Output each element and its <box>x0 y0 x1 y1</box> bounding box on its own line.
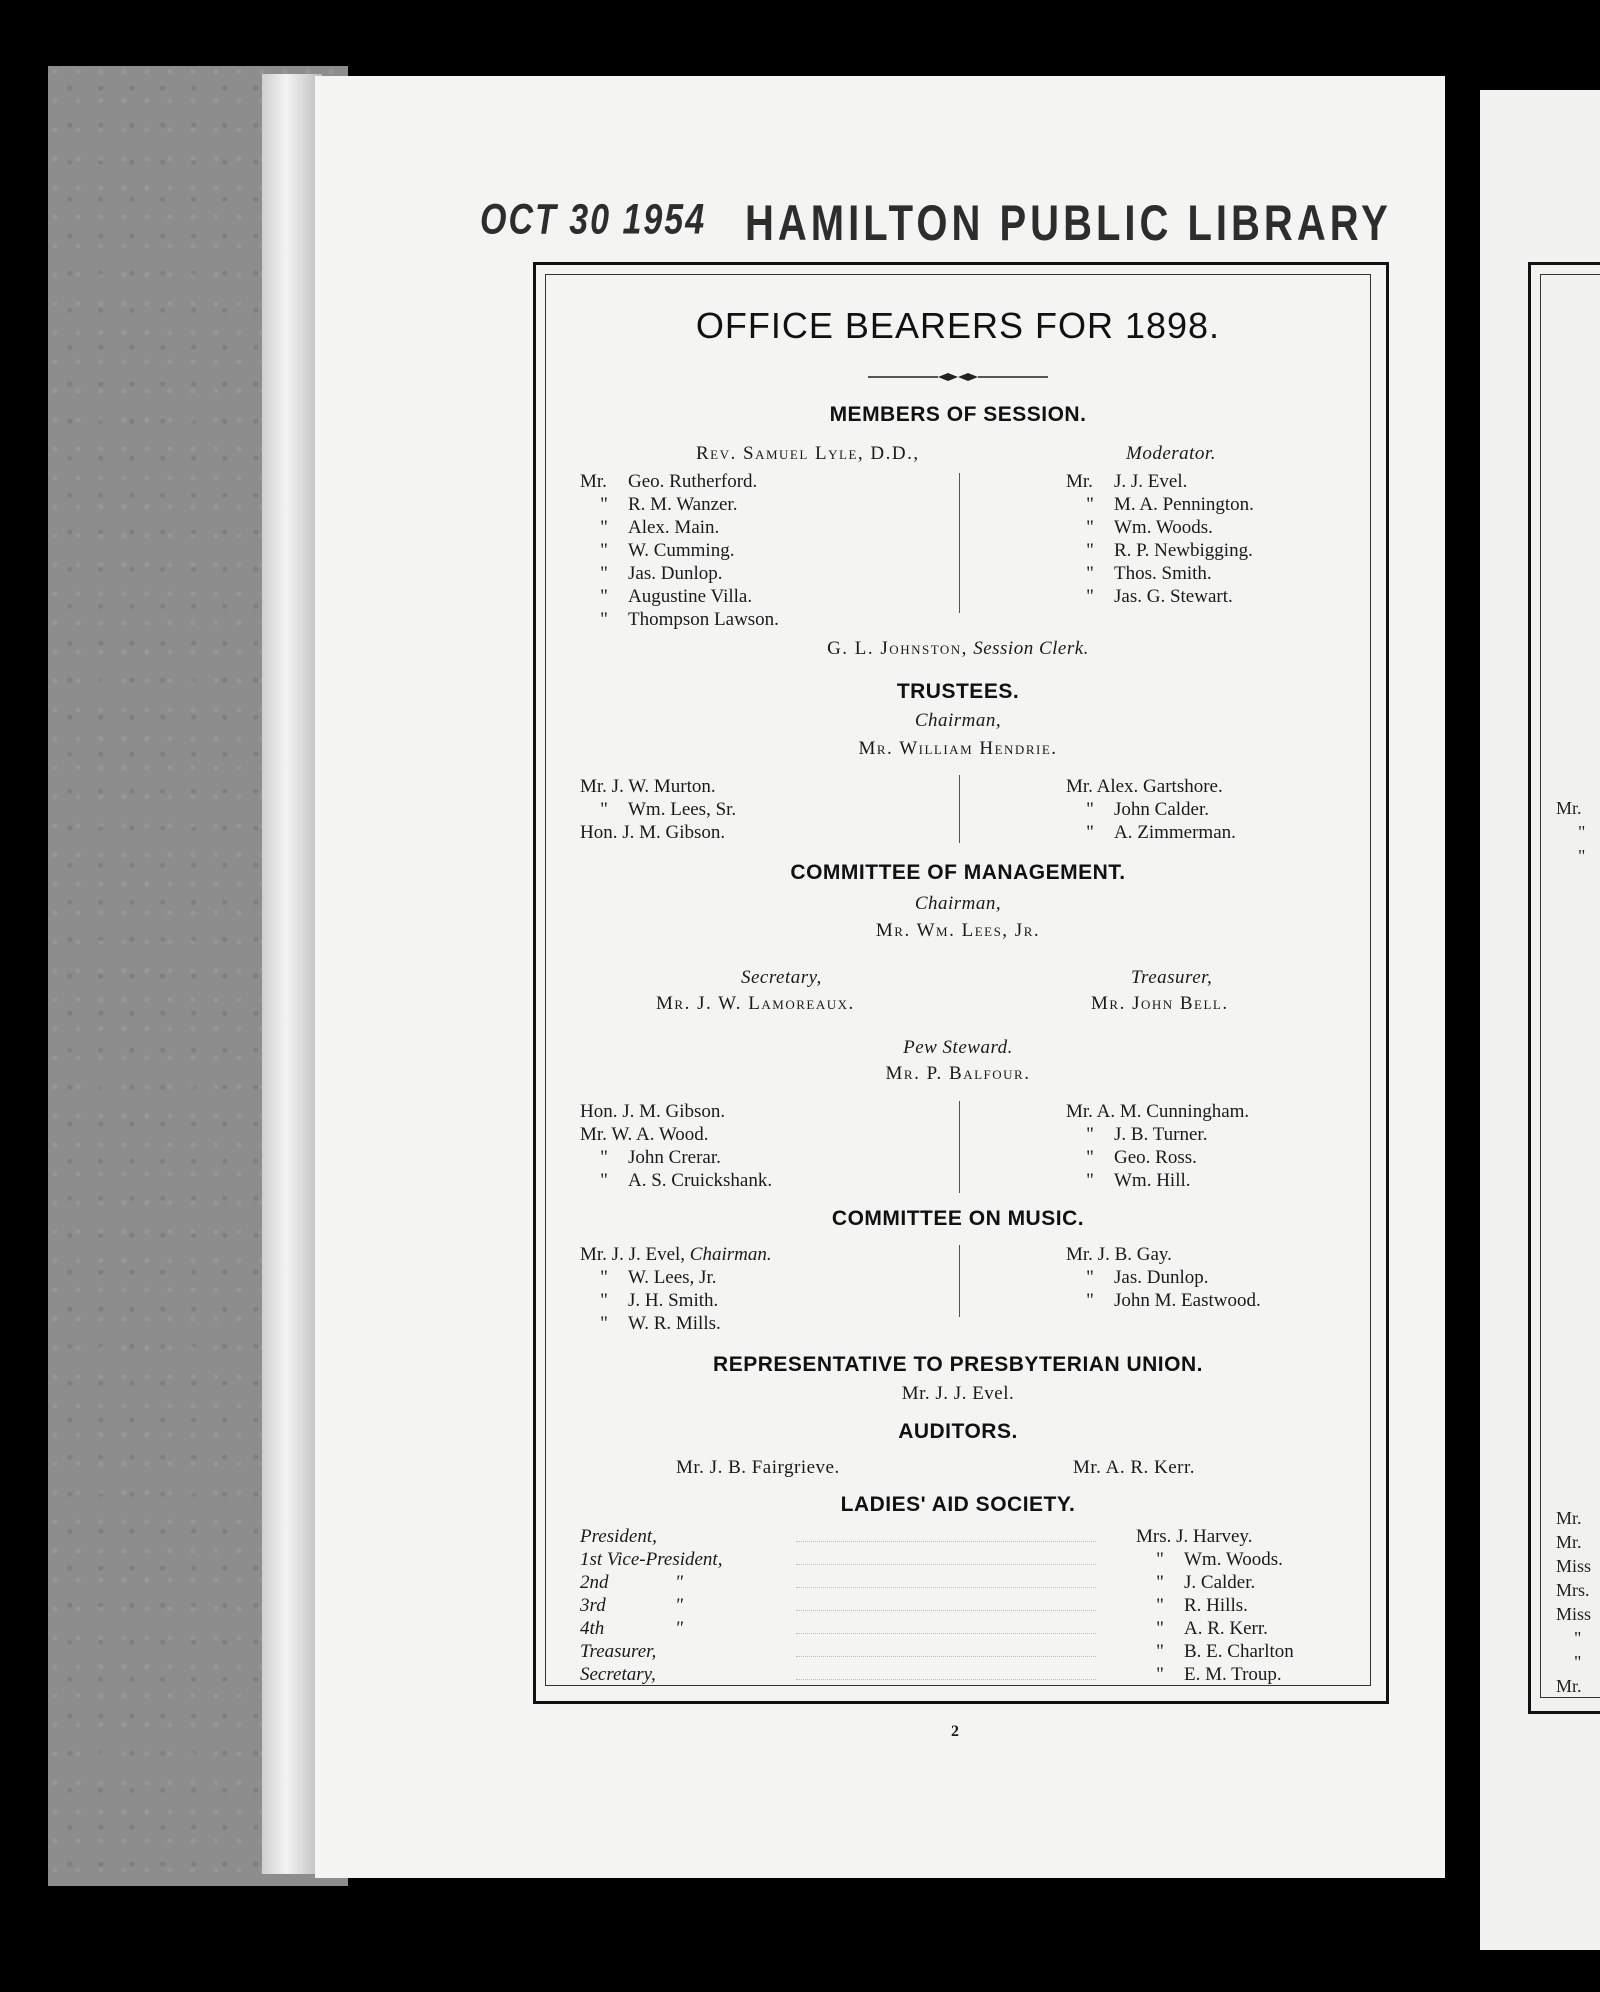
text-fragment: W. Lees, Jr. <box>628 1267 717 1288</box>
ditto-mark: " <box>600 1170 608 1191</box>
ditto-mark: " <box>1086 540 1094 561</box>
ditto-mark: " <box>600 1147 608 1168</box>
ditto-mark: " <box>600 799 608 820</box>
text-fragment: W. R. Mills. <box>628 1313 721 1334</box>
text-fragment: Wm. Woods. <box>1114 517 1213 538</box>
ditto-mark: " <box>600 563 608 584</box>
ladies-heading: LADIES' AID SOCIETY. <box>840 1493 1076 1516</box>
right-page-text: Miss <box>1556 1556 1592 1576</box>
text-fragment: J. J. Evel. <box>1114 471 1188 492</box>
ditto-mark: " <box>600 494 608 515</box>
leader-dots <box>796 1656 1096 1657</box>
ditto-mark: " <box>1086 1170 1094 1191</box>
session-right-list <box>1066 470 1254 608</box>
text-fragment: Mr. Alex. Gartshore. <box>1066 776 1223 797</box>
ladies-officer-names <box>1136 1525 1294 1686</box>
text-fragment: Session Clerk. <box>973 638 1089 659</box>
right-page-text: Mrs. <box>1556 1580 1590 1600</box>
text-fragment: Mrs. J. Harvey. <box>1136 1526 1253 1547</box>
list-item <box>1066 1289 1261 1312</box>
leader-dots <box>796 1633 1096 1634</box>
right-page-text: " <box>1578 846 1586 866</box>
list-item <box>1066 1243 1261 1266</box>
text-fragment: B. E. Charlton <box>1184 1641 1294 1662</box>
list-item <box>580 493 779 516</box>
right-page-text: Mr. <box>1556 798 1582 818</box>
text-fragment: R. P. Newbigging. <box>1114 540 1253 561</box>
union-heading: REPRESENTATIVE TO PRESBYTERIAN UNION. <box>713 1353 1203 1376</box>
music-heading: COMMITTEE ON MUSIC. <box>831 1207 1085 1230</box>
secretary-label: Secretary, <box>741 967 822 988</box>
text-fragment: Alex. Main. <box>628 517 720 538</box>
ditto-mark: " <box>1156 1572 1164 1593</box>
text-fragment: Wm. Lees, Sr. <box>628 799 737 820</box>
ditto-mark: " <box>1086 799 1094 820</box>
ditto-mark: " <box>1156 1595 1164 1616</box>
text-fragment: A. Zimmerman. <box>1114 822 1236 843</box>
list-item <box>1066 1123 1249 1146</box>
list-item <box>1066 1266 1261 1289</box>
text-fragment: " <box>675 1595 683 1616</box>
text-fragment: Thos. Smith. <box>1114 563 1212 584</box>
ditto-mark: " <box>1086 1267 1094 1288</box>
page-content <box>546 275 1370 1683</box>
right-page-text: Mr. <box>1556 1676 1582 1696</box>
ditto-mark: " <box>1086 494 1094 515</box>
text-fragment: Geo. Ross. <box>1114 1147 1197 1168</box>
page-title: OFFICE BEARERS FOR 1898. <box>695 305 1221 346</box>
session-heading: MEMBERS OF SESSION. <box>829 403 1087 426</box>
text-fragment: Mr. W. A. Wood. <box>580 1124 709 1145</box>
list-item <box>1066 562 1254 585</box>
right-page-frame-inner <box>1540 274 1600 1698</box>
pew-steward-label: Pew Steward. <box>903 1037 1013 1058</box>
ditto-mark: " <box>600 1313 608 1334</box>
list-item <box>1136 1640 1294 1663</box>
text-fragment: J. Calder. <box>1184 1572 1256 1593</box>
ditto-mark: " <box>1086 586 1094 607</box>
list-item <box>580 1571 722 1594</box>
text-fragment: Mr. <box>1066 471 1093 492</box>
ditto-mark: " <box>600 517 608 538</box>
session-minister: Rev. Samuel Lyle, D.D., <box>696 443 920 464</box>
page-number: 2 <box>951 1723 959 1740</box>
list-item <box>580 516 779 539</box>
ditto-mark: " <box>1086 1124 1094 1145</box>
right-page-text: " <box>1574 1628 1582 1648</box>
list-item <box>580 585 779 608</box>
column-divider <box>959 1101 960 1193</box>
text-fragment: A. S. Cruickshank. <box>628 1170 773 1191</box>
list-item <box>1066 585 1254 608</box>
right-page-text: " <box>1574 1652 1582 1672</box>
text-fragment: " <box>675 1618 683 1639</box>
text-fragment: 2nd <box>580 1572 609 1593</box>
text-fragment: Hon. J. M. Gibson. <box>580 1101 726 1122</box>
list-item <box>1066 798 1236 821</box>
ditto-mark: " <box>600 1267 608 1288</box>
treasurer-name: Mr. John Bell. <box>1091 993 1229 1014</box>
ornament-divider <box>868 370 1048 384</box>
text-fragment: A. R. Kerr. <box>1184 1618 1268 1639</box>
management-left-list <box>580 1100 772 1192</box>
management-heading: COMMITTEE OF MANAGEMENT. <box>790 861 1126 884</box>
text-fragment: Mr. J. J. Evel, <box>580 1244 686 1265</box>
leader-dots <box>796 1587 1096 1588</box>
text-fragment: Mr. A. M. Cunningham. <box>1066 1101 1250 1122</box>
list-item <box>1136 1663 1294 1686</box>
column-divider <box>959 473 960 613</box>
list-item <box>580 821 736 844</box>
list-item <box>580 562 779 585</box>
session-moderator-label: Moderator. <box>1126 443 1216 464</box>
union-representative: Mr. J. J. Evel. <box>901 1383 1015 1404</box>
list-item: Secretary, <box>580 1664 656 1685</box>
trustees-right-list <box>1066 775 1236 844</box>
book-spine-edge <box>262 74 322 1874</box>
text-fragment: R. Hills. <box>1184 1595 1248 1616</box>
text-fragment: W. Cumming. <box>628 540 735 561</box>
list-item <box>580 1146 772 1169</box>
text-fragment: John Calder. <box>1114 799 1209 820</box>
text-fragment: Jas. G. Stewart. <box>1114 586 1233 607</box>
ditto-mark: " <box>1086 1147 1094 1168</box>
music-right-list <box>1066 1243 1261 1312</box>
text-fragment: E. M. Troup. <box>1184 1664 1282 1685</box>
text-fragment: J. H. Smith. <box>628 1290 719 1311</box>
management-right-list <box>1066 1100 1249 1192</box>
trustees-heading: TRUSTEES. <box>896 680 1020 703</box>
list-item: President, <box>580 1526 657 1547</box>
text-fragment: John Crerar. <box>628 1147 721 1168</box>
text-fragment: 3rd <box>580 1595 606 1616</box>
right-page-text: Mr. <box>1556 1532 1582 1552</box>
list-item <box>580 1243 772 1266</box>
list-item <box>580 1289 772 1312</box>
list-item <box>580 775 736 798</box>
trustees-left-list <box>580 775 736 844</box>
leader-dots <box>796 1679 1096 1680</box>
trustees-chairman: Mr. William Hendrie. <box>858 738 1058 759</box>
list-item <box>1066 1169 1249 1192</box>
pew-steward-name: Mr. P. Balfour. <box>885 1063 1031 1084</box>
list-item <box>1136 1571 1294 1594</box>
leader-dots <box>796 1610 1096 1611</box>
text-fragment: Mr. J. W. Murton. <box>580 776 716 797</box>
text-fragment: Wm. Woods. <box>1184 1549 1283 1570</box>
ladies-officer-labels <box>580 1525 722 1686</box>
list-item <box>580 1100 772 1123</box>
text-fragment: G. L. Johnston, <box>827 638 968 659</box>
text-fragment: Augustine Villa. <box>628 586 753 607</box>
text-fragment: M. A. Pennington. <box>1114 494 1254 515</box>
text-fragment: Chairman. <box>689 1244 772 1265</box>
text-fragment: 4th <box>580 1618 605 1639</box>
auditors-heading: AUDITORS. <box>898 1420 1018 1443</box>
secretary-name: Mr. J. W. Lamoreaux. <box>656 993 855 1014</box>
ditto-mark: " <box>1156 1664 1164 1685</box>
list-item <box>1136 1594 1294 1617</box>
library-stamp-date: OCT 30 1954 <box>480 196 707 244</box>
list-item <box>580 1123 772 1146</box>
list-item <box>1136 1525 1294 1548</box>
ditto-mark: " <box>1086 1290 1094 1311</box>
list-item <box>580 470 779 493</box>
column-divider <box>959 1245 960 1317</box>
list-item <box>580 539 779 562</box>
leader-dots <box>796 1541 1096 1542</box>
ditto-mark: " <box>1086 517 1094 538</box>
list-item: 1st Vice-President, <box>580 1549 723 1570</box>
column-divider <box>959 775 960 843</box>
list-item <box>1066 493 1254 516</box>
list-item: Treasurer, <box>580 1641 657 1662</box>
list-item <box>1136 1548 1294 1571</box>
list-item <box>1066 470 1254 493</box>
list-item <box>1066 821 1236 844</box>
list-item <box>580 798 736 821</box>
treasurer-label: Treasurer, <box>1131 967 1213 988</box>
text-fragment: Thompson Lawson. <box>628 609 779 630</box>
text-fragment: Hon. J. M. Gibson. <box>580 822 726 843</box>
text-fragment: " <box>675 1572 683 1593</box>
ditto-mark: " <box>1156 1641 1164 1662</box>
leader-dots <box>796 1564 1096 1565</box>
right-page-text: " <box>1578 822 1586 842</box>
session-clerk <box>546 638 1370 660</box>
text-fragment: Geo. Rutherford. <box>628 471 758 492</box>
text-fragment: J. B. Turner. <box>1114 1124 1208 1145</box>
list-item <box>1066 775 1236 798</box>
list-item <box>580 1617 722 1640</box>
right-page-text: Mr. <box>1556 1508 1582 1528</box>
music-left-list <box>580 1243 772 1335</box>
text-fragment: Mr. J. B. Gay. <box>1066 1244 1172 1265</box>
trustees-chairman-label: Chairman, <box>914 710 1002 731</box>
auditor-right: Mr. A. R. Kerr. <box>1073 1457 1196 1478</box>
ditto-mark: " <box>600 1290 608 1311</box>
text-fragment: Jas. Dunlop. <box>1114 1267 1209 1288</box>
right-page-text: Miss <box>1556 1604 1592 1624</box>
list-item <box>580 608 779 631</box>
list-item <box>1066 516 1254 539</box>
list-item <box>1136 1617 1294 1640</box>
list-item <box>580 1594 722 1617</box>
text-fragment: R. M. Wanzer. <box>628 494 738 515</box>
text-fragment: John M. Eastwood. <box>1114 1290 1261 1311</box>
text-fragment: Mr. <box>580 471 607 492</box>
list-item <box>580 1312 772 1335</box>
ditto-mark: " <box>600 586 608 607</box>
list-item <box>580 1169 772 1192</box>
list-item <box>1066 1100 1249 1123</box>
ditto-mark: " <box>600 609 608 630</box>
auditor-left: Mr. J. B. Fairgrieve. <box>676 1457 840 1478</box>
list-item <box>1066 539 1254 562</box>
list-item <box>580 1266 772 1289</box>
ditto-mark: " <box>1086 563 1094 584</box>
management-chairman: Mr. Wm. Lees, Jr. <box>875 920 1041 941</box>
ditto-mark: " <box>600 540 608 561</box>
management-chairman-label: Chairman, <box>914 893 1002 914</box>
list-item <box>1066 1146 1249 1169</box>
text-fragment: Jas. Dunlop. <box>628 563 723 584</box>
session-left-list <box>580 470 779 631</box>
ditto-mark: " <box>1156 1618 1164 1639</box>
library-stamp: HAMILTON PUBLIC LIBRARY <box>745 196 1392 251</box>
ditto-mark: " <box>1156 1549 1164 1570</box>
ditto-mark: " <box>1086 822 1094 843</box>
text-fragment: Wm. Hill. <box>1114 1170 1191 1191</box>
